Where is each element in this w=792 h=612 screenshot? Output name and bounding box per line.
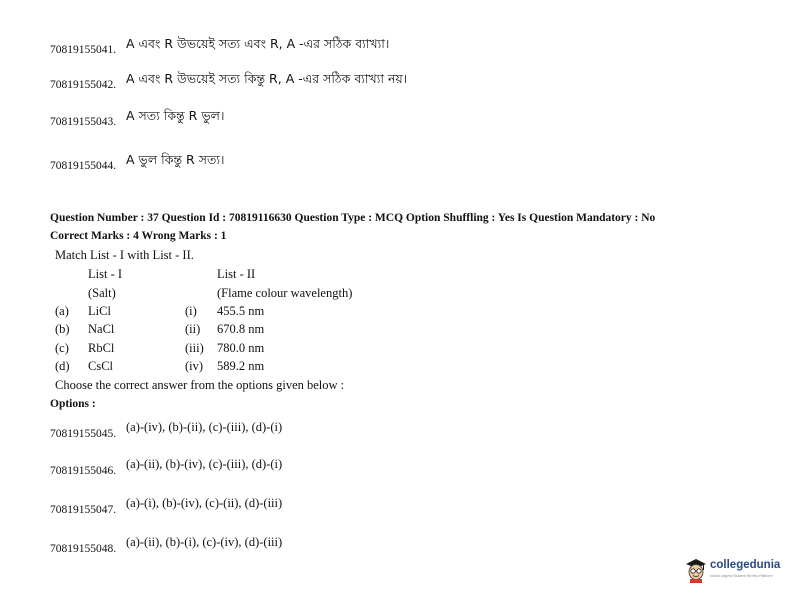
match-row [55, 359, 455, 375]
question-intro: Match List - I with List - II. [55, 248, 194, 262]
option-id: 70819155042. [50, 79, 117, 91]
salt-name: RbCl [88, 341, 115, 355]
wavelength-value: 455.5 nm [217, 304, 265, 318]
watermark-tagline: India's largest Student Review Platform [710, 574, 773, 578]
match-row [55, 304, 455, 320]
watermark-brand: collegedunia [710, 559, 781, 571]
collegedunia-watermark [680, 553, 790, 593]
list1-subtitle: (Salt) [88, 286, 116, 300]
option-id: 70819155043. [50, 116, 117, 128]
row-numeral: (iv) [185, 359, 204, 373]
option-text: (a)-(iv), (b)-(ii), (c)-(iii), (d)-(i) [126, 420, 283, 434]
wavelength-value: 589.2 nm [217, 359, 265, 373]
question-meta-line1: Question Number : 37 Question Id : 70819116630 Question Type : MCQ Option Shuffling : Yes Is Question Mandatory : No [50, 212, 656, 224]
wavelength-value: 670.8 nm [217, 322, 265, 336]
salt-name: CsCl [88, 359, 114, 373]
row-label: (d) [55, 359, 70, 373]
row-numeral: (iii) [185, 341, 204, 355]
list2-subtitle: (Flame colour wavelength) [217, 286, 353, 300]
match-row [55, 322, 455, 338]
salt-name: LiCl [88, 304, 111, 318]
wavelength-value: 780.0 nm [217, 341, 265, 355]
option-text: A সত্য কিন্তু R ভুল। [126, 108, 225, 123]
option-text: (a)-(ii), (b)-(i), (c)-(iv), (d)-(iii) [126, 535, 283, 549]
question-instruction: Choose the correct answer from the options given below : [55, 378, 345, 392]
option-id: 70819155048. [50, 543, 117, 555]
row-label: (c) [55, 341, 69, 355]
options-label: Options : [50, 398, 96, 410]
option-text: A ভুল কিন্তু R সত্য। [126, 152, 225, 167]
option-id: 70819155047. [50, 504, 117, 516]
student-mascot-icon [684, 557, 708, 583]
option-id: 70819155046. [50, 465, 117, 477]
list2-title: List - II [217, 267, 256, 281]
option-id: 70819155044. [50, 160, 117, 172]
list1-title: List - I [88, 267, 123, 281]
option-text: A এবং R উভয়েই সত্য এবং R, A -এর সঠিক ব্যাখ্যা। [126, 36, 390, 51]
match-row [55, 341, 455, 357]
row-numeral: (ii) [185, 322, 201, 336]
row-label: (b) [55, 322, 70, 336]
option-id: 70819155041. [50, 44, 117, 56]
option-id: 70819155045. [50, 428, 117, 440]
option-text: A এবং R উভয়েই সত্য কিন্তু R, A -এর সঠিক ব্যাখ্যা নয়। [126, 71, 408, 86]
question-meta-line2: Correct Marks : 4 Wrong Marks : 1 [50, 230, 227, 242]
option-text: (a)-(i), (b)-(iv), (c)-(ii), (d)-(iii) [126, 496, 283, 510]
row-label: (a) [55, 304, 69, 318]
option-text: (a)-(ii), (b)-(iv), (c)-(iii), (d)-(i) [126, 457, 283, 471]
row-numeral: (i) [185, 304, 197, 318]
salt-name: NaCl [88, 322, 115, 336]
